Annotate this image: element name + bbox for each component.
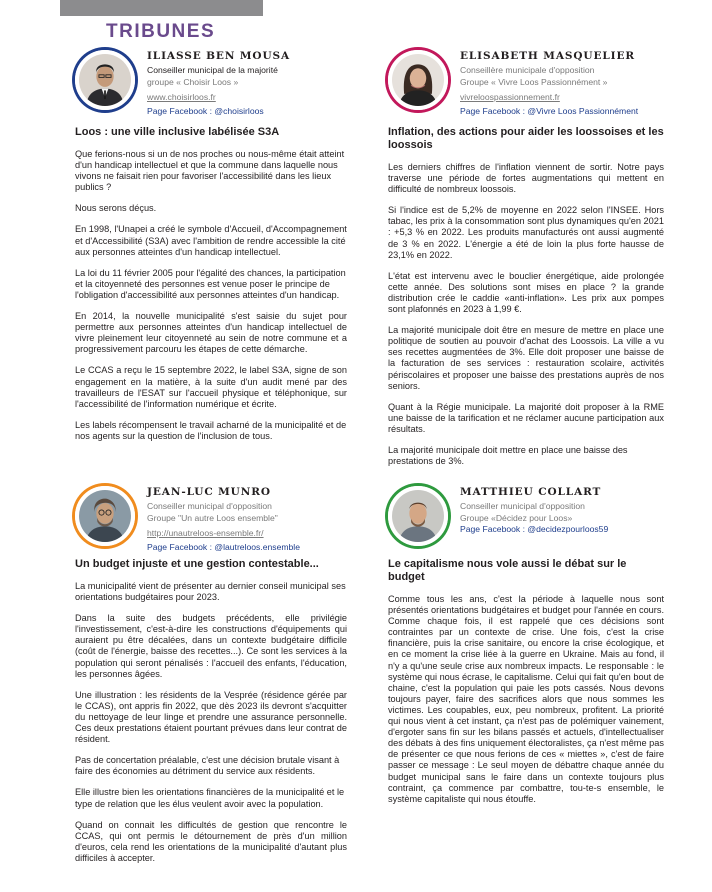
paragraph: Elle illustre bien les orientations financières de la municipalité et le type de relation que les élus veulent avoir avec la population. xyxy=(75,787,345,809)
paragraph: L'état est intervenu avec le bouclier énergétique, aide prolongée cette année. Des solutions sont mises en place ? la grande distribution crée le caddie «anti-inflation». Les prix aux pompes sont plafonnés en 2023 à 1,99 €. xyxy=(388,270,664,315)
author-group: Groupe «Décidez pour Loos» xyxy=(460,513,573,523)
author-info xyxy=(460,50,664,116)
article-headline: Le capitalisme nous vole aussi le débat sur le budget xyxy=(388,558,627,583)
author-role: Conseiller municipal de la majorité xyxy=(147,65,278,75)
paragraph: Si l'indice est de 5,2% de moyenne en 2022 selon l'INSEE. Hors tabac, les prix à la consommation sont plus dynamiques qu'en 2021 : +5,3 % en 2022. Les produits manufacturés ont aussi augmenté de 3 % en 2022. L'énergie a été de loin la plus forte hausse de 23,1% en 2022. xyxy=(388,205,664,260)
article-body xyxy=(388,558,664,815)
paragraph: Dans la suite des budgets précédents, elle privilégie l'investissement, c'est-à-dire les constructions d'équipements qui auraient pu être décalées, dans un contexte budgétaire difficile (coût de l'énergie, baisse des recettes...). Ce sont les services à la population qui seront pénalisés : l'accueil des enfants, l'éducation, les personnes âgées. xyxy=(75,613,347,679)
author-info xyxy=(147,486,347,552)
author-name: ELISABETH MASQUELIER xyxy=(460,50,635,62)
article-body xyxy=(388,126,664,477)
paragraph: La loi du 11 février 2005 pour l'égalité des chances, la participation et la citoyenneté des personnes est venue poser le principe de l'obligation d'accessibilité aux personnes atteintes d'un handicap. xyxy=(75,267,346,300)
paragraph: Quant à la Régie municipale. La majorité doit proposer à la RME une baisse de la tarification et ne réclamer aucune participation aux résultats. xyxy=(388,401,664,434)
author-name: MATTHIEU COLLART xyxy=(460,486,602,498)
author-website-link[interactable]: www.choisirloos.fr xyxy=(147,92,216,102)
author-facebook-link[interactable]: Page Facebook : @choisirloos xyxy=(147,106,264,116)
paragraph: Une illustration : les résidents de la Vesprée (résidence gérée par le CCAS), ont appris fin 2022, que dès 2023 ils devront s'acquitter du nettoyage de leur linge et prendre une assurance personnelle. Ces deux prestations étaient pourtant prévues dans leur contrat de résident. xyxy=(75,689,347,745)
avatar-munro xyxy=(75,486,135,546)
portrait-photo xyxy=(392,54,444,106)
author-group: Groupe "Un autre Loos ensemble" xyxy=(147,513,278,523)
author-facebook-link[interactable]: Page Facebook : @lautreloos.ensemble xyxy=(147,542,300,552)
paragraph: La majorité municipale doit mettre en place une baisse des prestations de 3%. xyxy=(388,444,628,467)
article-body xyxy=(75,126,347,452)
author-group: groupe « Choisir Loos » xyxy=(147,77,239,87)
paragraph: La municipalité vient de présenter au dernier conseil municipal ses orientations budgétaires pour 2023. xyxy=(75,581,346,603)
avatar-collart xyxy=(388,486,448,546)
author-facebook-link[interactable]: Page Facebook : @decidezpourloos59 xyxy=(460,524,609,534)
author-name: ILIASSE BEN MOUSA xyxy=(147,50,291,62)
author-website-link[interactable]: http://unautreloos-ensemble.fr/ xyxy=(147,528,264,538)
paragraph: Nous serons déçus. xyxy=(75,203,157,214)
portrait-photo xyxy=(392,490,444,542)
paragraph: Le CCAS a reçu le 15 septembre 2022, le label S3A, signe de son engagement en la matière, à la suite d'un audit mené par des travailleurs de l'ESAT sur l'accueil physique et téléphonique, sur l'accessibilité de l'information numérique et écrite. xyxy=(75,365,347,409)
author-role: Conseiller municipal d'opposition xyxy=(460,501,585,511)
paragraph: Comme tous les ans, c'est la période à laquelle nous sont présentés orientations budgétaires et budget pour l'année en cours. Comme chaque fois, il est rappelé que ces décisions sont contraintes par un contexte de crise. Une fois, c'est la crise financière, puis la crise sanitaire, ou encore la crise écologique, et en ce moment la crise liée à la guerre en Ukraine. Mais au fond, il n'y a qu'une seule crise aux nombreux impacts. Le responsable : le système qui nous écrase, le capitalisme. Celui qui fait qu'en bout de chaine, c'est la population qui paie les pots cassés. Nous devons toujours payer, faire des sacrifices alors que nous sommes les victimes. Les coupables, eux, peu nombreux, profitent. La priorité qui nous vient à cet instant, ça n'est pas de polémiquer vainement, d'ergoter sans fin sur les bilans passés et actuels, d'intellectualiser des débats à des fins uniquement électoralistes, ça n'est même pas de présenter ce que nous ferions de ces « miettes », c'est de faire passer ce message : Le seul moyen de débattre chaque année du budget municipal sans le faire dans un contexte toujours plus contraint, ça commence par combattre, tou-te-s ensemble, le système capitaliste qui nous étouffe. xyxy=(388,594,665,804)
avatar-ben-mousa xyxy=(75,50,135,110)
author-header xyxy=(75,486,347,552)
paragraph: Les derniers chiffres de l'inflation viennent de sortir. Notre pays traverse une période de fortes augmentations qui mettent en difficulté de nombreux loossois. xyxy=(388,162,664,195)
portrait-photo xyxy=(79,490,131,542)
article-headline: Loos : une ville inclusive labélisée S3A xyxy=(75,126,280,138)
section-title: TRIBUNES xyxy=(106,21,216,42)
author-role: Conseillère municipale d'opposition xyxy=(460,65,595,75)
paragraph: En 1998, l'Unapei a créé le symbole d'Accueil, d'Accompagnement et d'Accessibilité (S3A) avec l'ambition de rendre accessible la cité aux personnes atteintes d'un handicap intellectuel. xyxy=(75,224,347,257)
paragraph: Les labels récompensent le travail acharné de la municipalité et de nos agents sur la question de l'inclusion de tous. xyxy=(75,419,347,441)
author-group: Groupe « Vivre Loos Passionnément » xyxy=(460,77,608,87)
paragraph: Que ferions-nous si un de nos proches ou nous-même était atteint d'un handicap intellectuel et que la commune dans laquelle nous vivons ne faisait rien pour favoriser l'accessibilité dans les lieux publics ? xyxy=(75,149,345,193)
top-decorative-band xyxy=(60,0,263,16)
author-header xyxy=(388,486,664,548)
avatar-masquelier xyxy=(388,50,448,110)
article-headline: Inflation, des actions pour aider les loossoises et les loossois xyxy=(388,126,664,151)
author-header xyxy=(388,50,664,116)
author-header xyxy=(75,50,347,116)
article-headline: Un budget injuste et une gestion contestable... xyxy=(75,558,319,570)
author-facebook-link[interactable]: Page Facebook : @Vivre Loos Passionnément xyxy=(460,106,639,116)
author-role: Conseiller municipal d'opposition xyxy=(147,501,272,511)
paragraph: Quand on connait les difficultés de gestion que rencontre le CCAS, qui ont permis le détournement de près d'un million d'euros, cela rend les orientations de la municipalité d'autant plus difficiles à accepter. xyxy=(75,819,347,863)
portrait-photo xyxy=(79,54,131,106)
author-name: JEAN-LUC MUNRO xyxy=(147,486,271,498)
author-info xyxy=(147,50,347,116)
paragraph: La majorité municipale doit être en mesure de mettre en place une politique de soutien au pouvoir d'achat des Loossois. La ville a vu ses recettes augmentées de 3%. Elle doit proposer une baisse de la facturation de ses services : restauration scolaire, activités périscolaires et proposer une baisse des prestations auprès de nos seniors. xyxy=(388,325,664,391)
article-body xyxy=(75,558,347,874)
author-website-link[interactable]: vivreloospassionnement.fr xyxy=(460,92,560,102)
author-info xyxy=(460,486,664,534)
paragraph: En 2014, la nouvelle municipalité s'est saisie du sujet pour permettre aux personnes atteintes d'un handicap intellectuel de vivre pleinement leur citoyenneté au sein de notre commune et a progressivement parcouru les étapes de cette démarche. xyxy=(75,311,347,355)
paragraph: Pas de concertation préalable, c'est une décision brutale visant à faire des économies au détriment du service aux résidents. xyxy=(75,755,340,777)
